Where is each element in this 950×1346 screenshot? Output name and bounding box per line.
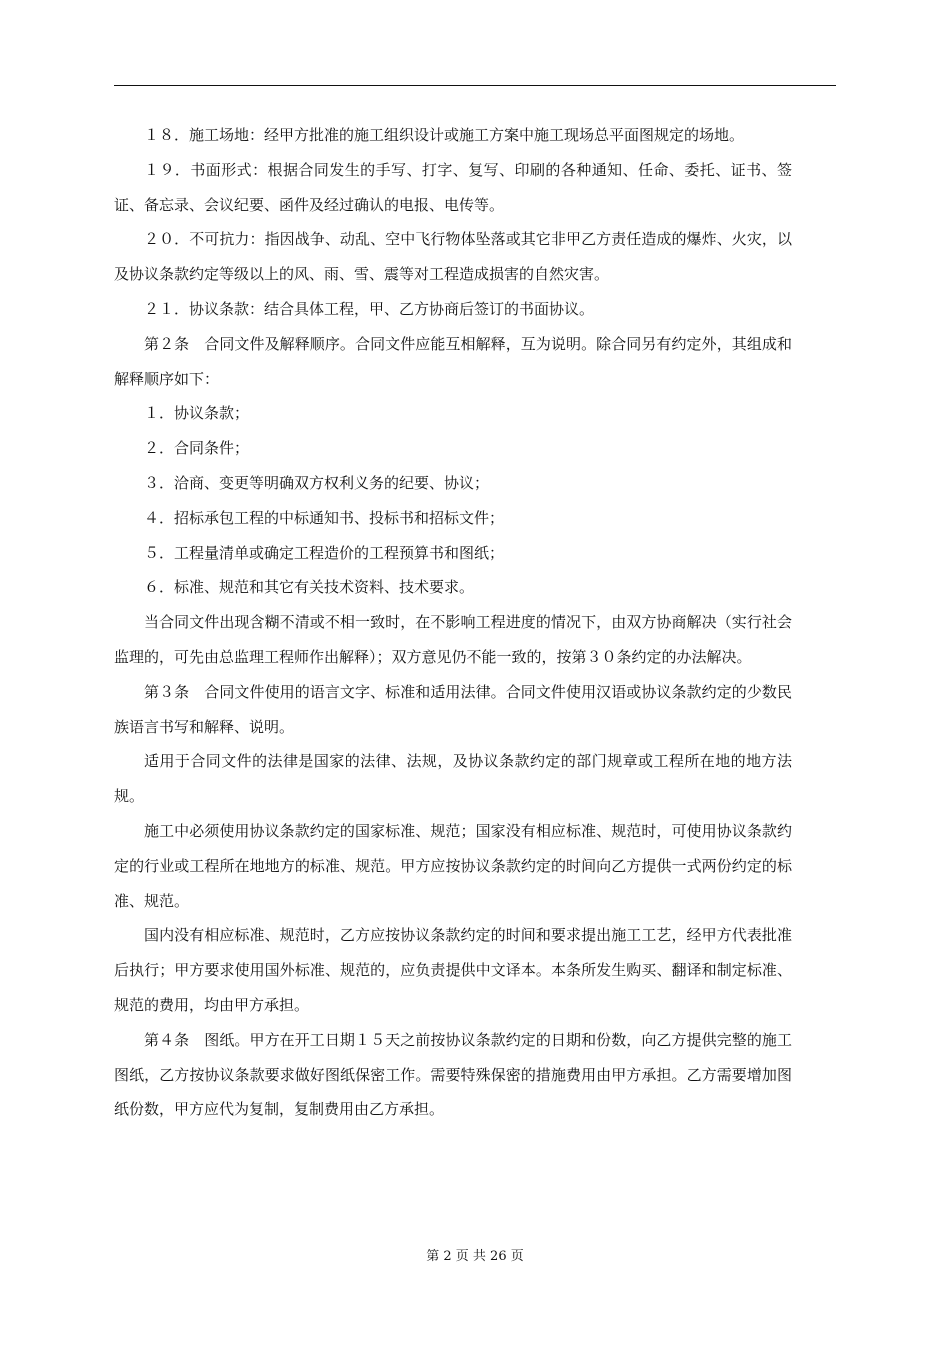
- list-item-3: ３．洽商、变更等明确双方权利义务的纪要、协议；: [144, 473, 490, 492]
- list-item-6: ６．标准、规范和其它有关技术资料、技术要求。: [144, 578, 475, 597]
- list-item-1: １．协议条款；: [144, 404, 250, 423]
- page-footer: 第 2 页 共 26 页: [426, 1249, 524, 1264]
- list-item-2: ２．合同条件；: [144, 439, 250, 458]
- article-4-drawings: 第４条 图纸。甲方在开工日期１５天之前按协议条款约定的日期和份数，向乙方提供完整的施工图纸，乙方按协议条款要求做好图纸保密工作。需要特殊保密的措施费用由甲方承担。乙方需要增加图纸份数，甲方应代为复制，复制费用由乙方承担。: [114, 1030, 792, 1119]
- paragraph-applicable-law: 适用于合同文件的法律是国家的法律、法规，及协议条款约定的部门规章或工程所在地的地方法规。: [114, 752, 792, 806]
- paragraph-18-construction-site: １８．施工场地：经甲方批准的施工组织设计或施工方案中施工现场总平面图规定的场地。: [144, 126, 745, 144]
- paragraph-20-force-majeure: ２０．不可抗力：指因战争、动乱、空中飞行物体坠落或其它非甲乙方责任造成的爆炸、火灾，以及协议条款约定等级以上的风、雨、雪、震等对工程造成损害的自然灾害。: [114, 230, 792, 284]
- paragraph-national-standards: 施工中必须使用协议条款约定的国家标准、规范；国家没有相应标准、规范时，可使用协议条款约定的行业或工程所在地地方的标准、规范。甲方应按协议条款约定的时间向乙方提供一式两份约定的标准、规范。: [114, 821, 792, 910]
- list-item-4: ４．招标承包工程的中标通知书、投标书和招标文件；: [144, 508, 505, 527]
- header-rule: [114, 85, 836, 86]
- document-body: [114, 118, 792, 1127]
- article-2-heading: 第２条 合同文件及解释顺序。合同文件应能互相解释，互为说明。除合同另有约定外，其组成和解释顺序如下：: [114, 334, 792, 388]
- article-3-heading: 第３条 合同文件使用的语言文字、标准和适用法律。合同文件使用汉语或协议条款约定的少数民族语言书写和解释、说明。: [114, 682, 792, 736]
- paragraph-21-agreement-terms: ２１．协议条款：结合具体工程，甲、乙方协商后签订的书面协议。: [144, 299, 595, 318]
- paragraph-foreign-standards: 国内没有相应标准、规范时，乙方应按协议条款约定的时间和要求提出施工工艺，经甲方代表批准后执行；甲方要求使用国外标准、规范的，应负责提供中文译本。本条所发生购买、翻译和制定标准、规范的费用，均由甲方承担。: [114, 926, 792, 1014]
- paragraph-19-written-form: １９．书面形式：根据合同发生的手写、打字、复写、印刷的各种通知、任命、委托、证书、签证、备忘录、会议纪要、函件及经过确认的电报、电传等。: [114, 160, 792, 214]
- list-item-5: ５．工程量清单或确定工程造价的工程预算书和图纸；: [144, 543, 505, 562]
- paragraph-ambiguity-resolution: 当合同文件出现含糊不清或不相一致时，在不影响工程进度的情况下，由双方协商解决（实行社会监理的，可先由总监理工程师作出解释）；双方意见仍不能一致的，按第３０条约定的办法解决。: [114, 613, 792, 666]
